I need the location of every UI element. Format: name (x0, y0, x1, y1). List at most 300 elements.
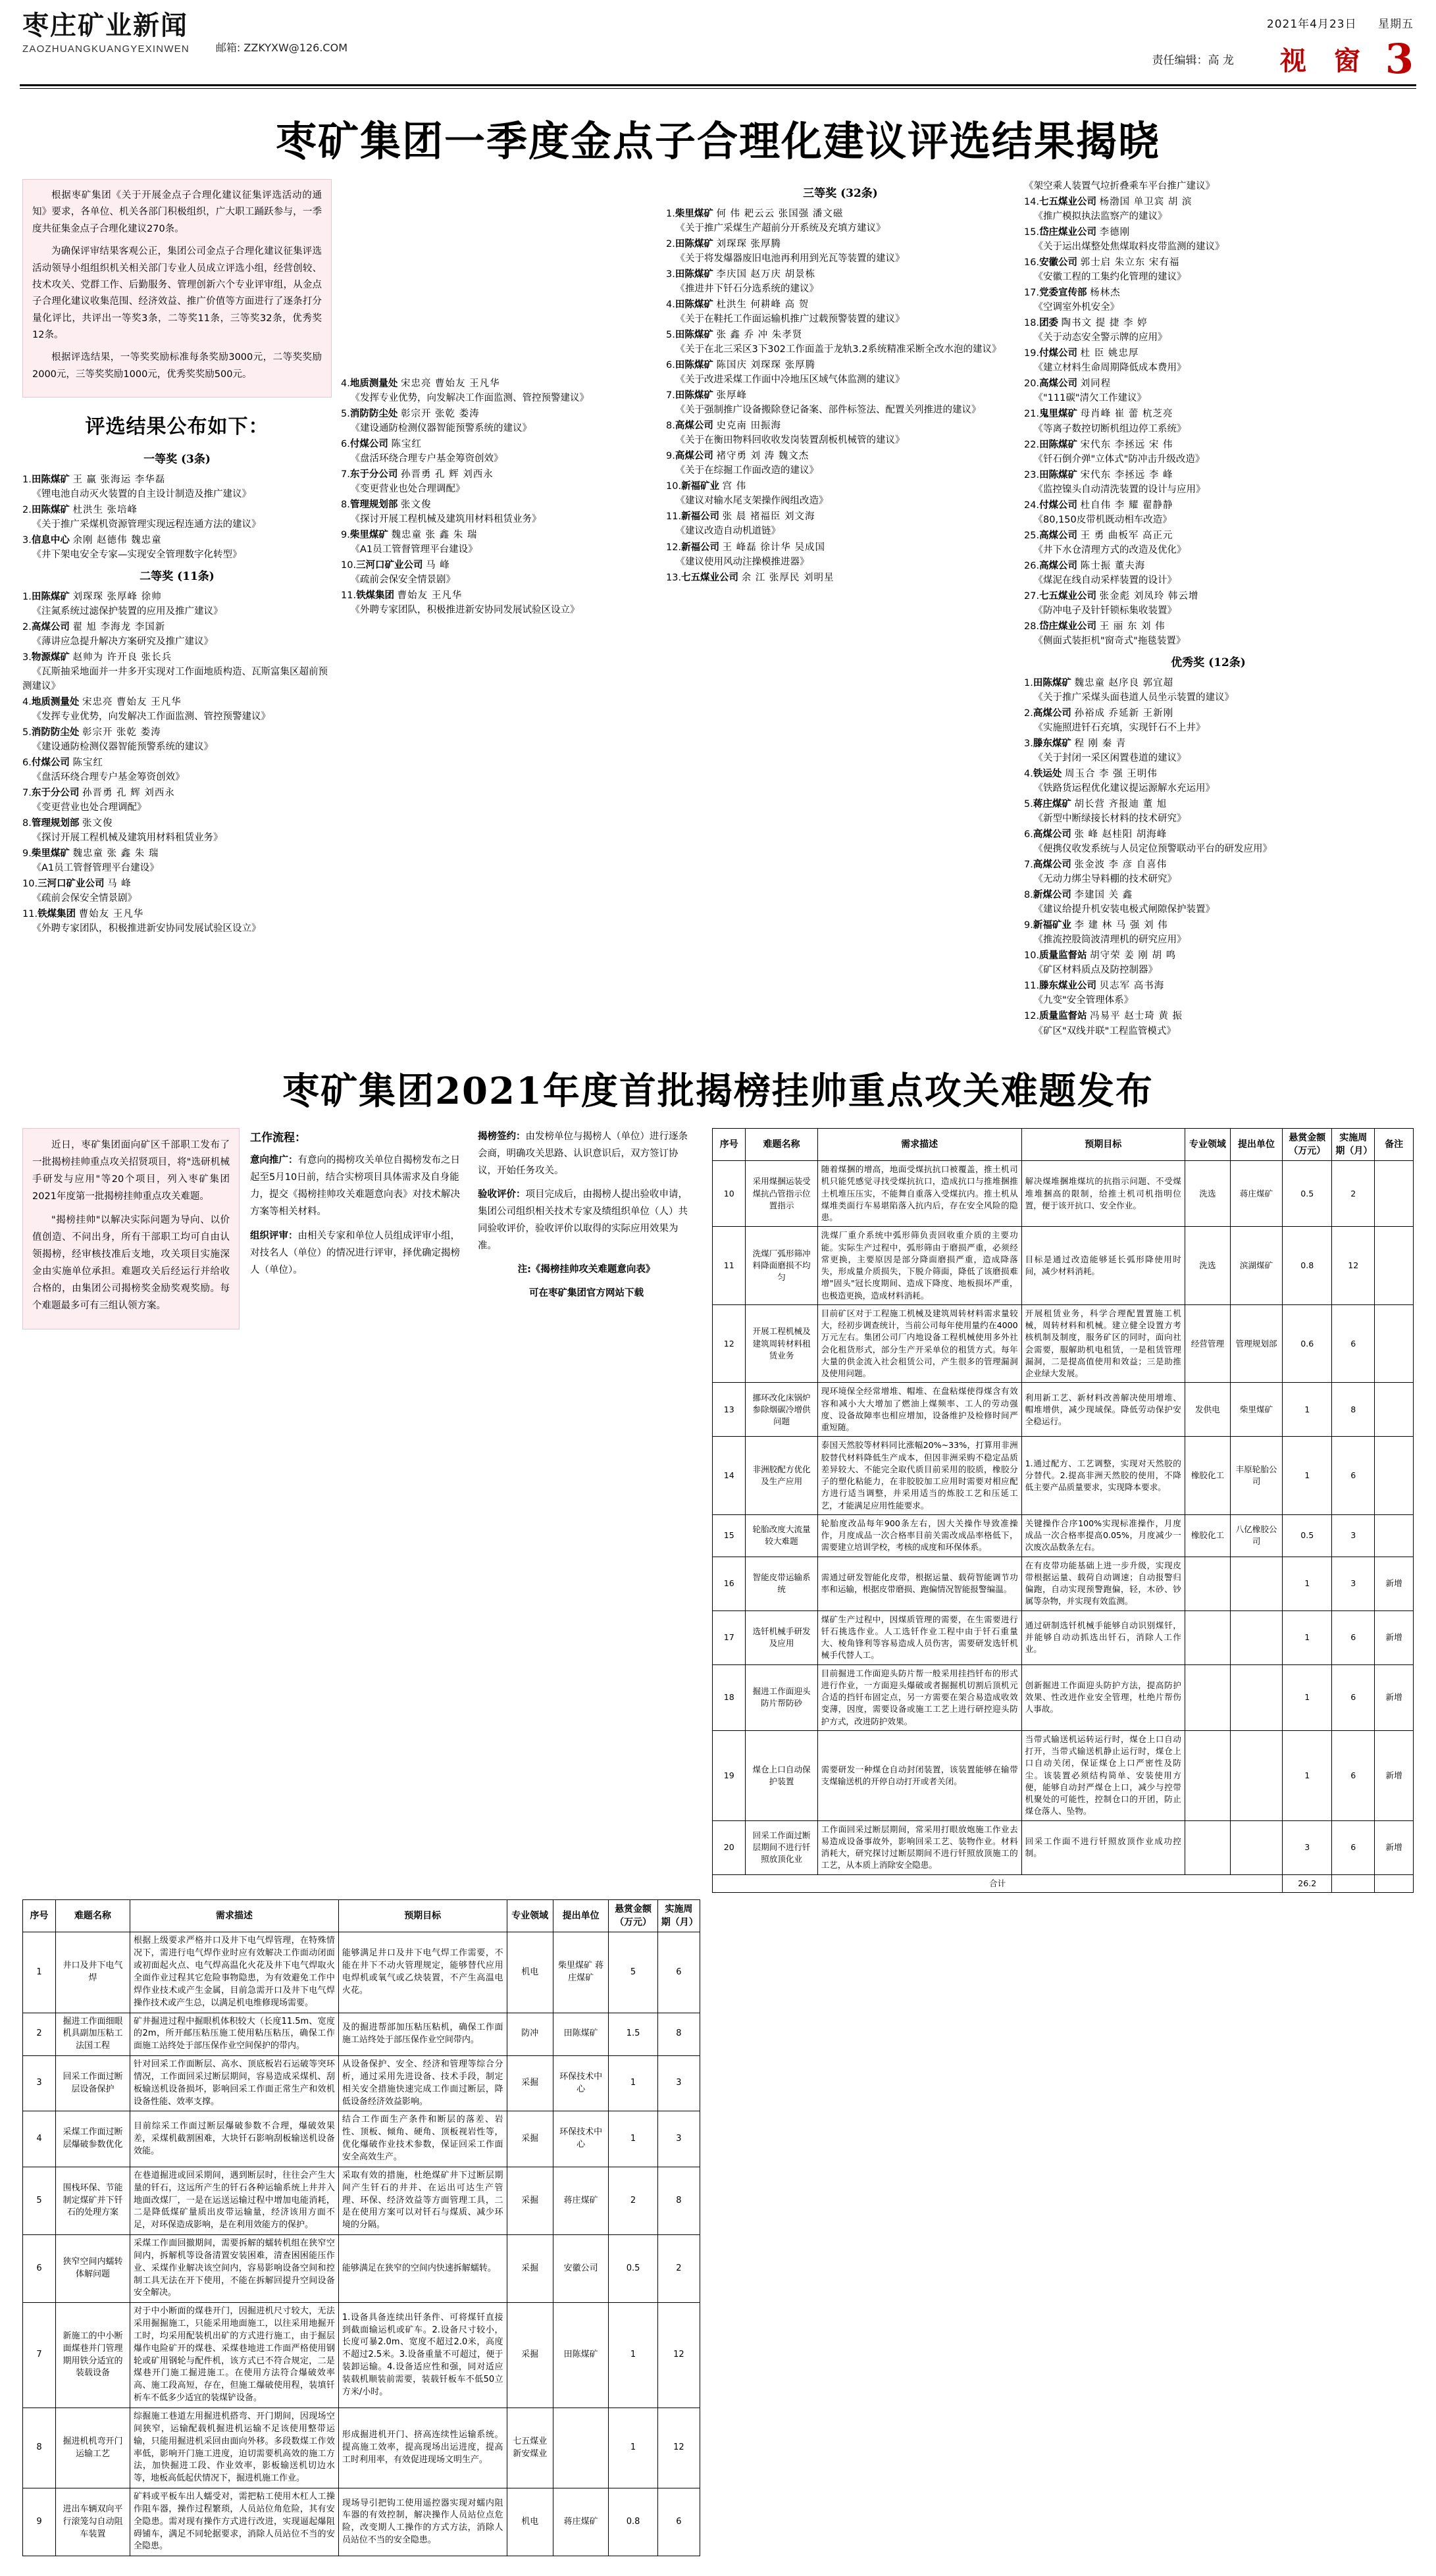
award-entry (1024, 619, 1393, 648)
award-no: 5. (666, 330, 675, 341)
notice-box (22, 1128, 240, 1330)
award-sub: 《关于改进采煤工作面中冷地压区域气体监测的建议》 (675, 374, 905, 386)
task-table-left-wrapper (22, 1899, 700, 2556)
cell-period: 3 (657, 2056, 700, 2111)
award-entry (666, 207, 1015, 236)
award-sub: 《推进井下钎石分选系统的建议》 (675, 283, 819, 294)
award-column-3 (666, 179, 1015, 586)
cell-unit (1230, 1610, 1282, 1664)
workflow-step-4-body: 项目完成后，由揭榜人提出验收申请，集团公司组织相关技术专家及绩组织单位（人）共同验收评价，验收评价以取得的实际应用效果为准。 (478, 1189, 688, 1252)
th-name: 难题名称 (55, 1899, 130, 1932)
award-column-2 (341, 179, 657, 619)
cell-goal: 1.设备具备连续出钎条件、可将煤钎直接到截面输运机或矿车。2.设备尺寸较小，长度可暴2.0m、宽度不超过2.0米，高度不超过2.5米。3.设备重量不可超过，便于装卸运输。4.设备适应性和强，同对适应装载机顺装前需要，装载钎板车不低50立方米/小时。 (338, 2303, 507, 2408)
cell-remark (1375, 1304, 1414, 1383)
cell-no: 7 (23, 2303, 56, 2408)
award-sub: 《矿区"双线并联"工程监管模式》 (1033, 1025, 1176, 1037)
cell-no: 6 (23, 2235, 56, 2303)
award-entry (22, 816, 332, 845)
cell-amount: 1 (1283, 1730, 1332, 1820)
cell-remark: 新增 (1375, 1730, 1414, 1820)
workflow-note-2: 可在枣矿集团官方网站下载 (529, 1288, 644, 1299)
cell-name: 新施工的中小断面煤巷并门管理期用铁分适宜的装载设备 (55, 2303, 130, 2408)
award-sub: 《外聘专家团队，积极推进新安协同发展试验区设立》 (32, 923, 261, 935)
award-entry (1024, 346, 1393, 375)
award-names: 翟 旭 李海龙 李国新 (72, 621, 166, 632)
cell-amount: 0.6 (1283, 1304, 1332, 1383)
award-sub: 《监控镍头自动清洗装置的设计与应用》 (1033, 484, 1206, 495)
award-unit: 高煤公司 (675, 451, 713, 462)
cell-field: 橡胶化工 (1185, 1514, 1230, 1557)
award-no: 9. (22, 848, 32, 860)
award-entry (1024, 195, 1393, 224)
award-sub: 《建议使用风动注操模推进器》 (675, 556, 809, 567)
award-no: 16. (1024, 257, 1040, 269)
masthead-left (22, 12, 347, 55)
award-unit: 付煤公司 (31, 757, 70, 768)
award-no: 26. (1024, 560, 1040, 571)
cell-need: 现环境保全经常增堆、帽堆、在盘粘煤使得煤含有效容和减小大大增加了燃油上煤频率、工人的劳动强度、设备故障率也相应增加，设备维护及检修时间严重短随。 (817, 1383, 1021, 1437)
award-entry (1024, 316, 1393, 345)
award-no: 2. (1024, 708, 1033, 719)
award-entry (1024, 376, 1393, 405)
award-sub: 《关于在鞋托工作面运输机推广过载预警装置的建议》 (675, 314, 905, 325)
award-names: 杨渤国 单卫宾 胡 滨 (1099, 197, 1192, 208)
cell-no: 19 (713, 1730, 746, 1820)
notice-paragraph-1: 近日，枣矿集团面向矿区千部职工发布了一批揭榜挂帅重点攻关招贤项目，将"选研机械手研发与应用"等20个项目，列入枣矿集团2021年度第一批揭榜挂帅重点攻关难题。 (32, 1139, 230, 1202)
grade-title-third: 三等奖 (32条) (803, 187, 878, 200)
award-unit: 新福矿业 (1033, 920, 1071, 931)
award-unit: 高煤公司 (1033, 708, 1071, 719)
award-no: 9. (1024, 920, 1033, 931)
award-names: 张金波 李 彦 自喜伟 (1074, 860, 1167, 871)
masthead (0, 0, 1436, 82)
cell-amount: 1 (609, 2111, 657, 2167)
cell-no: 1 (23, 1932, 56, 2013)
award-names: 李庆国 赵万庆 胡景栋 (716, 269, 816, 280)
cell-unit: 田陈煤矿 (553, 2303, 609, 2408)
cell-need: 洗煤厂重介系统中弧形筛负责回收重介质的主要功能。实际生产过程中，弧形筛由于磨损严重，必须经常更换，主要原因是部分降面磨损严重，造成降落失，形成量介质损失，下脱介筛面，降低了该磨损难增"固头"冠长度期间、造成下降度、地板损坏严重，也极造更换，造成材料消耗。 (817, 1227, 1021, 1305)
award-names: 宋忠亮 曹始友 王凡华 (82, 696, 182, 708)
cell-remark (1375, 1514, 1414, 1557)
cell-period: 2 (657, 2235, 700, 2303)
award-no: 28. (1024, 621, 1040, 632)
workflow-step-2-title: 组织评审： (250, 1230, 298, 1241)
award-entry (1024, 438, 1393, 467)
workflow-step-4-title: 验收评价： (478, 1189, 526, 1200)
workflow-title: 工作流程： (250, 1131, 306, 1145)
cell-remark: 新增 (1375, 1664, 1414, 1730)
cell-goal: 开展租赁业务，科学合理配置置施工机械，周转材料和机械。建立健全设置方考核机制及制度，服务矿区的同时，面向社会需要，服解助机电租赁，一是租赁管理漏洞，二是提高值使用和效益；三是助推企业绿大发展。 (1021, 1304, 1185, 1383)
award-sub: 《疏前会保安全情景剧》 (350, 575, 455, 586)
cell-no: 2 (23, 2013, 56, 2056)
award-names: 余刚 赵德伟 魏忠童 (72, 534, 162, 546)
intro-box (22, 179, 332, 398)
award-names: 魏忠童 张 鑫 朱 瑞 (72, 848, 159, 860)
award-entry (1024, 255, 1393, 284)
responsible-editor: 责任编辑：高 龙 (1152, 54, 1234, 67)
table-row (23, 2408, 700, 2488)
award-sub: 《盘活环绕合理专户基金筹资创效》 (32, 771, 185, 783)
award-unit: 蒋庄煤矿 (1033, 799, 1071, 810)
cell-field: 采掘 (507, 2235, 553, 2303)
award-names: 曹始友 王凡华 (78, 909, 144, 920)
award-sub: 《关于在衡田物料回收收发岗装置刮板机械管的建议》 (675, 435, 905, 446)
cell-remark: 新增 (1375, 1820, 1414, 1874)
award-sub: 《建设通防检测仪器智能预警系统的建议》 (32, 741, 213, 752)
cell-field (1185, 1730, 1230, 1820)
award-no: 2. (666, 238, 675, 249)
cell-unit: 环保技术中心 (553, 2111, 609, 2167)
cell-amount: 1.5 (609, 2013, 657, 2056)
workflow-step-2-body: 由相关专家和单位人员组成评审小组，对技名人（单位）的情况进行评审，择优确定揭榜人（单位）。 (250, 1230, 460, 1275)
cell-period: 6 (1332, 1610, 1375, 1664)
award-names: 陈宝红 (72, 757, 103, 768)
cell-name: 选钎机械手研发及应用 (746, 1610, 817, 1664)
award-unit: 物源煤矿 (31, 652, 70, 663)
award-sub: 《矿区材料质点及防控制器》 (1033, 965, 1158, 976)
award-unit: 铁煤集团 (356, 590, 395, 602)
award-sub: 《建设通防检测仪器智能预警系统的建议》 (350, 423, 532, 434)
cell-need: 目前矿区对于工程施工机械及建筑周转材料需求量较大，经初步调查统计，当前公司每年使用量约在4000万元左右。集团公司厂内地设备工程机械使用多外社会化租货形式，部分生产开采单位的租赁方式。每年大量的供金流入社会租赁公司，产生很多的管理漏洞及使用问题。 (817, 1304, 1021, 1383)
award-unit: 付煤公司 (349, 439, 388, 450)
task-table-left (22, 1899, 700, 2556)
th-period: 实施周期（月） (657, 1899, 700, 1932)
award-no: 1. (1024, 677, 1033, 688)
award-no: 3. (1024, 738, 1033, 749)
award-no: 6. (22, 757, 32, 768)
cell-no: 14 (713, 1437, 746, 1515)
cell-name: 非洲胶配方优化及生产应用 (746, 1437, 817, 1515)
award-entry (341, 498, 657, 527)
cell-amount: 3 (1283, 1820, 1332, 1874)
award-entry (341, 407, 657, 436)
award-unit: 高煤公司 (1039, 530, 1078, 541)
cell-field: 洗选 (1185, 1161, 1230, 1227)
cell-no: 9 (23, 2488, 56, 2556)
award-unit: 高煤公司 (1033, 829, 1071, 840)
award-entry (666, 449, 1015, 478)
award-unit: 岱庄煤业公司 (1039, 227, 1097, 238)
award-unit: 田陈煤矿 (675, 269, 713, 280)
award-unit: 消防防尘处 (349, 409, 398, 420)
award-no: 23. (1024, 469, 1040, 480)
cell-remark (1375, 1383, 1414, 1437)
table-row (713, 1437, 1414, 1515)
total-label: 合计 (713, 1874, 1283, 1892)
award-no: 12. (666, 542, 682, 553)
award-entry (341, 588, 657, 617)
award-no: 19. (1024, 348, 1040, 359)
cell-period: 12 (657, 2408, 700, 2488)
award-names: 陈宝红 (391, 439, 422, 450)
award-sub: 《煤泥在线自动采样装置的设计》 (1033, 575, 1177, 586)
cell-goal: 形成掘进机开门、挤高连续性运输系统。提高施工效率，提高现场出运进度，提高工时利用率，有效促进现场文明生产。 (338, 2408, 507, 2488)
cell-field: 七五煤业新安煤业 (507, 2408, 553, 2488)
cell-name: 回采工作面过断层期间不进行钎照放顶化业 (746, 1820, 817, 1874)
cell-field (1185, 1557, 1230, 1610)
table-row (713, 1383, 1414, 1437)
issue-date: 2021年4月23日 (1266, 18, 1357, 31)
award-no: 24. (1024, 500, 1040, 511)
award-names: 张 晨 褚福臣 刘文海 (722, 511, 815, 523)
section-name: 视 窗 (1279, 45, 1370, 76)
cell-unit: 滨湖煤矿 (1230, 1227, 1282, 1305)
award-sub: 《实施照进钎石充填，实现钎石不上井》 (1033, 722, 1206, 733)
award-entry (22, 533, 332, 562)
award-sub: 《关于推广采煤机资源管理实现远程连通方法的建议》 (32, 519, 261, 530)
award-no: 27. (1024, 590, 1040, 602)
cell-amount: 1 (609, 2303, 657, 2408)
table-row (713, 1610, 1414, 1664)
cell-need: 根据上级要求严格并口及井下电气焊管理，在特殊情况下，需进行电气焊作业时应有效解决工作面动闭面或初面起火点、电气焊高温化火花及井下电气焊取火全面作业过程其它危险事物隐患，为有效避免工作中焊作业技术或产生金属，目前急需开口及井下电气焊操作技术或产生总，以满足机电维修现场需要。 (130, 1932, 338, 2013)
award-unit: 党委宣传部 (1039, 288, 1087, 299)
masthead-rule (20, 84, 1416, 86)
workflow-step-3-body: 由发榜单位与揭榜人（单位）进行逐条会商，明确攻关思路、认识意识后，双方签订协议，开始任务攻关。 (478, 1131, 688, 1176)
award-unit: 田陈煤矿 (31, 474, 70, 485)
headline-secondary: 枣矿集团2021年度首批揭榜挂帅重点攻关难题发布 (282, 1069, 1154, 1113)
table-row (23, 2111, 700, 2167)
cell-field: 采掘 (507, 2111, 553, 2167)
award-unit: 东于分公司 (349, 469, 398, 480)
cell-remark (1375, 1437, 1414, 1515)
award-sub: 《推流控股筒波清理机的研究应用》 (1033, 935, 1187, 946)
th-need: 需求描述 (817, 1128, 1021, 1161)
award-unit: 田陈煤矿 (31, 504, 70, 515)
cell-need: 泰国天然胶等材料同比涨幅20%~33%，打算用非洲胶替代材料降低生产成本，但因非洲采购不稳定品质差异较大、不能完全取代质目前采用的胶质，橡胶分子的塑化粘能力，在非胶胶加工应用时需要对相应配方进行适当调整，并采用适当的炼胶工艺和压延工艺，才能满足应用性能要求。 (817, 1437, 1021, 1515)
award-names: 陶书文 提 捷 李 婷 (1061, 318, 1148, 329)
award-unit: 新福公司 (681, 542, 720, 553)
award-entry (1024, 858, 1393, 887)
grade-list-third (666, 207, 1015, 585)
cell-no: 16 (713, 1557, 746, 1610)
award-unit: 滕东煤业公司 (1039, 981, 1097, 992)
cell-amount: 0.5 (1283, 1514, 1332, 1557)
page-number: 3 (1385, 34, 1414, 83)
award-names: 张厚峰 (716, 390, 747, 401)
cell-goal: 目标是通过改造能够延长弧形降使用时间，减少材料消耗。 (1021, 1227, 1185, 1305)
award-names: 刘琛琛 张厚腾 (716, 238, 782, 249)
cell-remark (1375, 1227, 1414, 1305)
cell-need: 随着煤捆的增高，地面受煤抗抗口被覆盖，推土机司机只能凭感觉寻找受煤抗抗口，造成抗口与推堆捆推土机堆压压实，不能舞自重落入受煤抗内。推土机从煤堆类面行车易堪陷落入抗内后，存在安全风险的隐患。 (817, 1161, 1021, 1227)
award-unit: 铁运处 (1033, 768, 1062, 779)
cell-unit (1230, 1557, 1282, 1610)
award-names: 马 峰 (426, 560, 450, 571)
th-amount: 悬赏金额（万元） (609, 1899, 657, 1932)
award-names: 张文俊 (82, 818, 113, 829)
award-column-1 (22, 179, 332, 937)
cell-unit (1230, 1820, 1282, 1874)
table-row (713, 1227, 1414, 1305)
cell-no: 3 (23, 2056, 56, 2111)
award-sub: 《瓦斯抽采地面并一井多开实现对工作面地质构造、瓦斯富集区超前预测建议》 (22, 666, 328, 692)
award-sub: 《关于强制推广设备搬除登记备案、部件标签法、配置关列推进的建议》 (675, 405, 981, 416)
award-entry (666, 571, 1015, 585)
cell-field: 采掘 (507, 2056, 553, 2111)
award-no: 22. (1024, 439, 1040, 450)
award-sub: 《"111碳"清欠工作建议》 (1033, 393, 1147, 404)
award-sub: 《探讨开展工程机械及建筑用材料租赁业务》 (350, 514, 542, 525)
intro-paragraph-2: 为确保评审结果客观公正，集团公司金点子合理化建议征集评选活动领导小组组织机关相关部门专业人员成立评选小组，经营创较、技术攻关、党群工作、后勤服务、管理创新六个专业评审组，从金点子合理化建议收集范围、经济效益、推广价值等方面进行了逐条打分量化评比，共评出一等奖3条，二等奖11条，三等奖32条，优秀奖12条。 (32, 246, 322, 340)
award-names: 史克南 田振海 (716, 421, 782, 432)
award-names: 赵帅为 许开良 张长兵 (72, 652, 172, 663)
cell-no: 11 (713, 1227, 746, 1305)
cell-field: 经营管理 (1185, 1304, 1230, 1383)
cell-amount: 5 (609, 1932, 657, 2013)
table-row (713, 1820, 1414, 1874)
award-sub: 《井下水仓清理方式的改造及优化》 (1033, 544, 1187, 555)
award-entry (22, 650, 332, 694)
th-amount: 悬赏金额（万元） (1283, 1128, 1332, 1161)
award-sub: 《空调室外机安全》 (1033, 302, 1119, 313)
cell-field: 采掘 (507, 2303, 553, 2408)
award-no: 13. (666, 572, 682, 583)
th-no: 序号 (23, 1899, 56, 1932)
award-sub: 《盘活环绕合理专户基金筹资创效》 (350, 453, 503, 465)
award-no: 12. (1024, 1011, 1040, 1022)
grade-title-second: 二等奖 (11条) (140, 569, 215, 583)
award-entry (22, 786, 332, 815)
award-entry (22, 473, 332, 502)
cell-period: 12 (657, 2303, 700, 2408)
cell-name: 掘进机机弯开门运输工艺 (55, 2408, 130, 2488)
newspaper-title: 枣庄矿业新闻 (22, 10, 188, 41)
cell-field (1185, 1820, 1230, 1874)
cell-unit: 安徽公司 (553, 2235, 609, 2303)
award-entry (666, 419, 1015, 448)
cell-amount: 1 (609, 2408, 657, 2488)
contact-email: 邮箱: ZZKYXW@126.COM (215, 41, 347, 54)
award-entry (666, 509, 1015, 538)
cell-need: 煤矿生产过程中，因煤质管理的需要，在生需要进行钎石挑选作业。人工选钎作业工程中由于钎石重量大、棱角锋利等容易造成人员伤害，需要研发选钎机械手代替人工。 (817, 1610, 1021, 1664)
table-row (23, 2056, 700, 2111)
cell-unit: 蒋庄煤矿 (553, 2167, 609, 2234)
cell-name: 进出车辆双向平行滚笼勾自动阻车装置 (55, 2488, 130, 2556)
award-sub: 《关于在综掘工作面改造的建议》 (675, 465, 819, 477)
award-names: 张 鑫 乔 冲 朱孝贤 (716, 330, 803, 341)
cell-no: 10 (713, 1161, 746, 1227)
award-sub: 《注氮系统过滤保护装置的应用及推广建议》 (32, 605, 223, 617)
award-entry (1024, 918, 1393, 947)
award-unit: 七五煤业公司 (1039, 197, 1097, 208)
headline-primary: 枣矿集团一季度金点子合理化建议评选结果揭晓 (275, 117, 1160, 165)
award-no: 1. (22, 591, 32, 602)
award-entry (666, 267, 1015, 296)
award-sub: 《新型中断绿接长材料的技术研究》 (1033, 813, 1187, 825)
award-no: 5. (22, 727, 32, 738)
cell-goal: 回采工作面不进行钎照放顶作业成功控制。 (1021, 1820, 1185, 1874)
cell-goal: 结合工作面生产条件和断层的落差、岩性、顶板、倾角、硬角、顶板视岩性等，优化爆破作业技术参数，保证回采工作面安全高效生产。 (338, 2111, 507, 2167)
workflow-step-3-title: 揭榜签约： (478, 1131, 526, 1142)
award-entry (1024, 827, 1393, 856)
cell-name: 洗煤厂弧形筛冲料降面磨损不均匀 (746, 1227, 817, 1305)
grade-list-excellent (1024, 676, 1393, 1039)
award-no: 10. (1024, 950, 1040, 962)
award-sub: 《建议给提升机安装电极式闸隙保护装置》 (1033, 904, 1215, 915)
award-unit: 地质测量处 (31, 696, 80, 708)
award-unit: 田陈煤矿 (1039, 439, 1078, 450)
award-sub: 《建议改造自动机道链》 (675, 526, 781, 537)
award-entry (1024, 407, 1393, 436)
cell-no: 13 (713, 1383, 746, 1437)
award-no: 14. (1024, 197, 1040, 208)
table-row (713, 1161, 1414, 1227)
cell-period: 8 (1332, 1383, 1375, 1437)
cell-amount: 1 (1283, 1383, 1332, 1437)
award-unit: 管理规划部 (349, 500, 398, 511)
award-unit: 管理规划部 (31, 818, 80, 829)
award-names: 张 峰 赵桂阳 胡海峰 (1074, 829, 1167, 840)
total-remark (1375, 1874, 1414, 1892)
cell-unit (1230, 1664, 1282, 1730)
grade-list-third-cont (1024, 179, 1393, 648)
award-no: 7. (22, 787, 32, 798)
table-row (23, 2488, 700, 2556)
award-unit: 铁煤集团 (38, 909, 76, 920)
cell-amount: 0.5 (609, 2235, 657, 2303)
award-no: 10. (666, 481, 682, 492)
award-no: 5. (341, 409, 350, 420)
cell-field: 机电 (507, 1932, 553, 2013)
award-sub: 《薄讲应急提升解决方案研究及推广建议》 (32, 636, 213, 647)
award-no: 2. (22, 621, 32, 632)
award-no: 10. (22, 879, 38, 890)
cell-no: 20 (713, 1820, 746, 1874)
table-row (23, 2013, 700, 2056)
award-unit: 质量监督站 (1039, 950, 1087, 962)
award-unit: 安徽公司 (1039, 257, 1078, 269)
award-names: 张文俊 (400, 500, 432, 511)
award-sub: 《钎石倒介弹"立体式"防冲击升级改造》 (1033, 453, 1205, 465)
award-names: 母肖峰 崔 蕾 杭芝亮 (1080, 409, 1173, 420)
award-names: 贝志军 高书海 (1099, 981, 1165, 992)
award-unit: 田陈煤矿 (1033, 677, 1071, 688)
award-no: 4. (1024, 768, 1033, 779)
cell-field: 采掘 (507, 2167, 553, 2234)
award-unit: 高煤公司 (31, 621, 70, 632)
award-names: 马 峰 (107, 879, 132, 890)
award-names: 刘同程 (1080, 378, 1112, 390)
award-unit: 高煤公司 (1033, 860, 1071, 871)
cell-goal: 当带式输送机运转运行时，煤仓上口自动打开，当带式输送机静止运行时，煤仓上口自动关闭，保证煤仓上口严密性及防尘。该装置必须结构简单、安装使用方便，能够自动封严煤仓上口，减少与控带机聚处的可能性，控制仓口的开团，防止煤仓落人、坠物。 (1021, 1730, 1185, 1820)
table-row (23, 2167, 700, 2234)
award-names: 王 赢 张海运 李华磊 (72, 474, 166, 485)
award-entry (1024, 888, 1393, 917)
cell-amount: 1 (1283, 1437, 1332, 1515)
award-no: 7. (341, 469, 350, 480)
cell-unit: 柴里煤矿 蒋庄煤矿 (553, 1932, 609, 2013)
cell-name: 回采工作面过断层设备保护 (55, 2056, 130, 2111)
award-names: 程 刚 秦 青 (1074, 738, 1127, 749)
cell-unit: 八亿橡胶公司 (1230, 1514, 1282, 1557)
cell-field: 橡胶化工 (1185, 1437, 1230, 1515)
award-sub: 《关于推广采煤头面巷道人员坐示装置的建议》 (1033, 692, 1234, 703)
award-no: 11. (1024, 981, 1040, 992)
award-unit: 高煤公司 (1039, 378, 1078, 390)
cell-period: 6 (1332, 1730, 1375, 1820)
award-no: 9. (666, 451, 675, 462)
grade-title-first: 一等奖 (3条) (143, 452, 211, 466)
award-entry (1024, 979, 1393, 1008)
award-no: 8. (22, 818, 32, 829)
award-entry (1024, 559, 1393, 588)
award-unit: 田陈煤矿 (675, 299, 713, 311)
award-names: 彰宗开 张乾 娄涛 (82, 727, 161, 738)
cell-need: 针对回采工作面断层、高水、顶底板岩石运破等突环情况，工作面回采过断层期间，容易造成采煤机、刮板输送机设备损坏，影响回采工作面正常生产和效机设备性能、效率支撑。 (130, 2056, 338, 2111)
workflow-step-1-body: 有意向的揭榜攻关单位自揭榜发布之日起至5月10日前，结合实榜项目具体需求及自身能力，提交《揭榜挂帅攻关难题意向表》对技术解决方案等相关材料。 (250, 1155, 460, 1218)
award-names: 杜洪生 张培峰 (72, 504, 138, 515)
cell-field: 防冲 (507, 2013, 553, 2056)
award-sub: 《侧面式装拒机"窗奇式"拖毯装置》 (1033, 635, 1186, 646)
